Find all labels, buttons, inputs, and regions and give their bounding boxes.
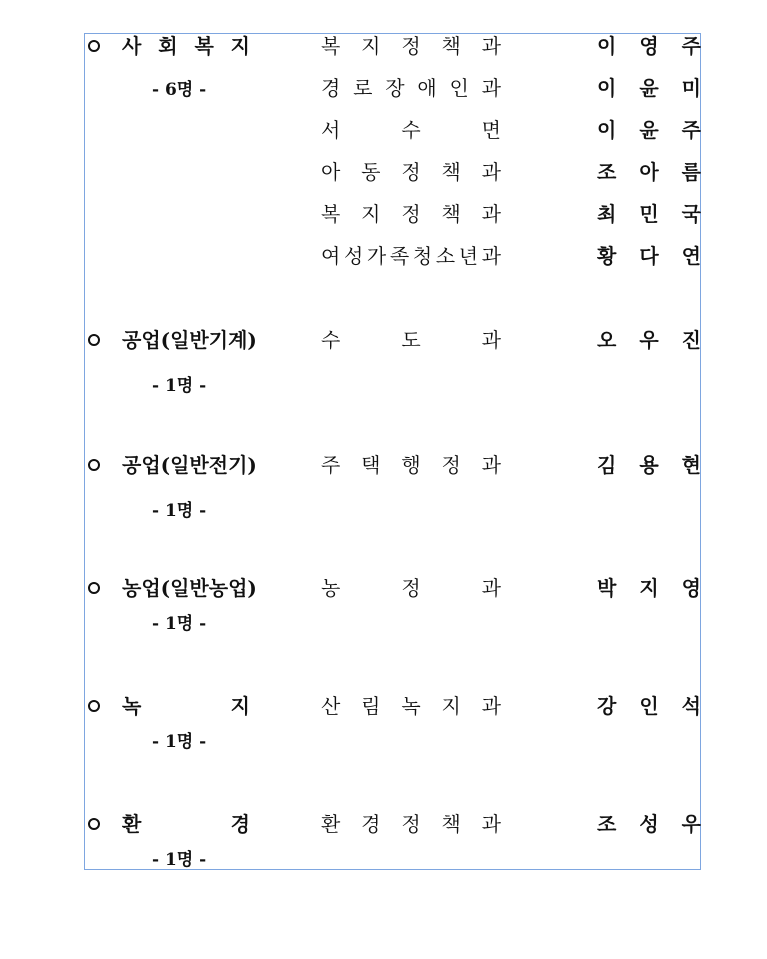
char: 진 — [681, 328, 701, 352]
char: 현 — [681, 453, 701, 477]
char: 과 — [481, 694, 501, 718]
bullet-circle-icon — [88, 818, 100, 830]
char: 책 — [441, 812, 461, 836]
char: 주 — [681, 118, 701, 142]
char: 름 — [681, 160, 701, 184]
section-count: - 1명 - — [152, 614, 207, 634]
char: 책 — [441, 34, 461, 58]
person-name — [597, 160, 701, 184]
char: 정 — [401, 34, 421, 58]
char: 성 — [343, 244, 364, 268]
char: 복 — [321, 34, 341, 58]
char: 인 — [639, 694, 659, 718]
char: 지 — [361, 34, 381, 58]
person-name — [597, 34, 701, 58]
char: 이 — [597, 34, 617, 58]
bullet-circle-icon — [88, 334, 100, 346]
char: 주 — [321, 453, 341, 477]
char: 황 — [597, 244, 617, 268]
char: 산 — [321, 694, 341, 718]
char: 녹 — [401, 694, 421, 718]
char: 림 — [361, 694, 381, 718]
char: 정 — [401, 576, 421, 600]
char: 년 — [458, 244, 479, 268]
bullet-circle-icon — [88, 582, 100, 594]
department — [321, 694, 501, 718]
section-category: 공업(일반기계) — [122, 328, 257, 352]
bullet-circle-icon — [88, 40, 100, 52]
char: 조 — [597, 812, 617, 836]
char: 회 — [158, 34, 178, 58]
char: 복 — [321, 202, 341, 226]
section-category: 공업(일반전기) — [122, 453, 257, 477]
person-name — [597, 244, 701, 268]
char: 영 — [639, 34, 659, 58]
char: 로 — [353, 76, 373, 100]
char: 환 — [122, 812, 142, 836]
char: 지 — [639, 576, 659, 600]
char: 장 — [385, 76, 405, 100]
section-category — [122, 812, 250, 836]
char: 연 — [681, 244, 701, 268]
person-name — [597, 576, 701, 600]
char: 아 — [321, 160, 341, 184]
char: 소 — [435, 244, 456, 268]
char: 애 — [417, 76, 437, 100]
char: 지 — [361, 202, 381, 226]
char: 수 — [321, 328, 341, 352]
char: 아 — [639, 160, 659, 184]
char: 다 — [639, 244, 659, 268]
department — [321, 576, 501, 600]
char: 족 — [389, 244, 410, 268]
char: 과 — [481, 576, 501, 600]
char: 용 — [639, 453, 659, 477]
person-name — [597, 453, 701, 477]
char: 면 — [481, 118, 501, 142]
char: 윤 — [639, 76, 659, 100]
char: 택 — [361, 453, 381, 477]
bullet-circle-icon — [88, 700, 100, 712]
char: 사 — [122, 34, 142, 58]
section-count: - 1명 - — [152, 376, 207, 396]
char: 과 — [481, 244, 501, 268]
char: 정 — [401, 812, 421, 836]
char: 여 — [321, 244, 341, 268]
char: 오 — [597, 328, 617, 352]
char: 최 — [597, 202, 617, 226]
person-name — [597, 328, 701, 352]
department — [321, 453, 501, 477]
bullet-circle-icon — [88, 459, 100, 471]
department — [321, 328, 501, 352]
section-category — [122, 34, 250, 58]
char: 지 — [230, 694, 250, 718]
char: 복 — [194, 34, 214, 58]
char: 지 — [441, 694, 461, 718]
char: 강 — [597, 694, 617, 718]
char: 서 — [321, 118, 341, 142]
char: 도 — [401, 328, 421, 352]
char: 정 — [401, 202, 421, 226]
char: 동 — [361, 160, 381, 184]
char: 정 — [401, 160, 421, 184]
person-name — [597, 694, 701, 718]
department — [321, 812, 501, 836]
person-name — [597, 202, 701, 226]
department — [321, 244, 501, 268]
char: 가 — [366, 244, 387, 268]
char: 과 — [481, 453, 501, 477]
char: 인 — [449, 76, 469, 100]
char: 이 — [597, 118, 617, 142]
char: 청 — [412, 244, 433, 268]
char: 과 — [481, 34, 501, 58]
section-count: - 1명 - — [152, 850, 207, 870]
person-name — [597, 118, 701, 142]
char: 성 — [639, 812, 659, 836]
section-count: - 6명 - — [152, 80, 207, 100]
char: 우 — [681, 812, 701, 836]
char: 이 — [597, 76, 617, 100]
char: 농 — [321, 576, 341, 600]
department — [321, 160, 501, 184]
char: 윤 — [639, 118, 659, 142]
char: 과 — [481, 202, 501, 226]
char: 수 — [401, 118, 421, 142]
person-name — [597, 812, 701, 836]
char: 김 — [597, 453, 617, 477]
char: 경 — [361, 812, 381, 836]
department — [321, 34, 501, 58]
char: 주 — [681, 34, 701, 58]
char: 녹 — [122, 694, 142, 718]
char: 미 — [681, 76, 701, 100]
char: 우 — [639, 328, 659, 352]
char: 영 — [681, 576, 701, 600]
char: 조 — [597, 160, 617, 184]
char: 과 — [481, 812, 501, 836]
char: 과 — [481, 328, 501, 352]
person-name — [597, 76, 701, 100]
section-count: - 1명 - — [152, 501, 207, 521]
char: 박 — [597, 576, 617, 600]
char: 석 — [681, 694, 701, 718]
section-category: 농업(일반농업) — [122, 576, 257, 600]
char: 지 — [230, 34, 250, 58]
section-count: - 1명 - — [152, 732, 207, 752]
char: 책 — [441, 160, 461, 184]
department — [321, 118, 501, 142]
char: 과 — [481, 160, 501, 184]
char: 정 — [441, 453, 461, 477]
department — [321, 202, 501, 226]
department — [321, 76, 501, 100]
char: 책 — [441, 202, 461, 226]
section-category — [122, 694, 250, 718]
char: 경 — [230, 812, 250, 836]
char: 과 — [481, 76, 501, 100]
char: 행 — [401, 453, 421, 477]
char: 민 — [639, 202, 659, 226]
char: 국 — [681, 202, 701, 226]
char: 환 — [321, 812, 341, 836]
char: 경 — [321, 76, 341, 100]
